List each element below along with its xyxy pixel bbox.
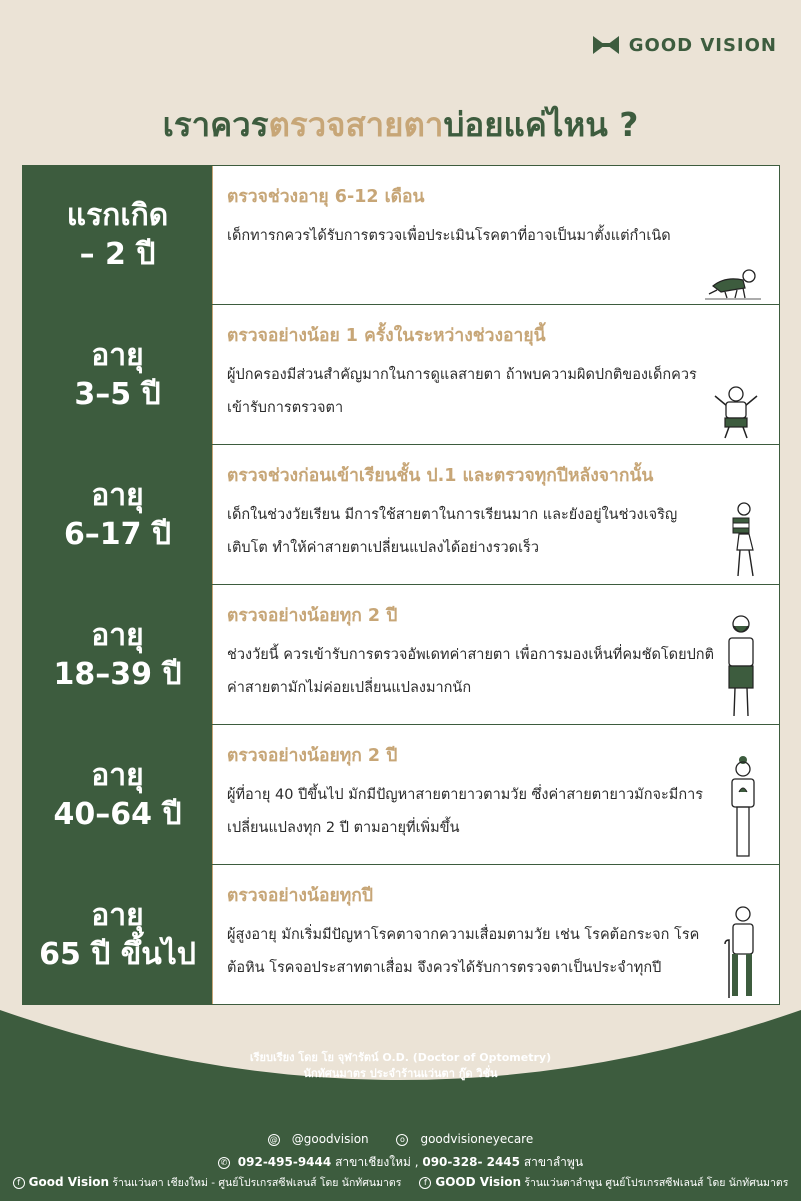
- social-link-1[interactable]: [262, 1132, 375, 1146]
- age-cell: [23, 445, 213, 584]
- author-credits: [0, 1050, 801, 1082]
- woman-with-plant-icon: [725, 754, 761, 860]
- phone-icon: ✆: [218, 1157, 230, 1169]
- exam-frequency-table: [22, 165, 780, 1005]
- age-cell: [23, 305, 213, 444]
- info-cell: [213, 166, 779, 304]
- line-icon: @: [269, 1134, 278, 1144]
- branch2-name: GOOD Vision: [435, 1175, 521, 1189]
- credits-line2: นักทัศนมาตร ประจำร้านแว่นตา กู๊ด วิชั่น: [303, 1067, 498, 1080]
- social-handle-2: goodvisioneyecare: [420, 1132, 534, 1146]
- table-row: [22, 165, 780, 305]
- age-range: 40–64 ปี: [53, 796, 182, 832]
- title-part2: บ่อยแค่ไหน ?: [443, 105, 639, 144]
- age-range: 18–39 ปี: [53, 656, 182, 692]
- age-label: แรกเกิด: [66, 198, 169, 233]
- page-title: [0, 98, 801, 151]
- branch1-desc: ร้านแว่นตา เชียงใหม่ - ศูนย์โปรเกรสซีฟเลนส์ โดย นักทัศนมาตร: [112, 1177, 402, 1189]
- elderly-with-cane-icon: [721, 904, 761, 1000]
- facebook-page-1[interactable]: [13, 1174, 402, 1191]
- age-range: 3–5 ปี: [74, 376, 161, 412]
- instagram-icon: o: [396, 1134, 408, 1146]
- age-cell: [23, 865, 213, 1004]
- info-cell: [213, 865, 779, 1004]
- row-description: ผู้สูงอายุ มักเริ่มมีปัญหาโรคตาจากความเสื่อมตามวัย เช่น โรคต้อกระจก โรคต้อหิน โรคจอประสาทตาเสื่อม จึงควรได้รับการตรวจตาเป็นประจำทุกปี: [227, 927, 700, 976]
- age-label: อายุ: [91, 337, 144, 373]
- social-link-2[interactable]: [390, 1132, 539, 1146]
- age-label: อายุ: [91, 897, 144, 933]
- info-cell: [213, 305, 779, 444]
- branch2-desc: ร้านแว่นตาลำพูน ศูนย์โปรเกรสซีฟเลนส์ โดย นักทัศนมาตร: [524, 1177, 789, 1189]
- phone-number-2[interactable]: 090-328- 2445: [422, 1155, 520, 1169]
- toddler-icon: [711, 384, 761, 440]
- age-label: อายุ: [91, 617, 144, 653]
- row-heading: ตรวจช่วงอายุ 6-12 เดือน: [227, 187, 425, 207]
- age-cell: [23, 585, 213, 724]
- row-description: ช่วงวัยนี้ ควรเข้ารับการตรวจอัพเดทค่าสายตา เพื่อการมองเห็นที่คมชัดโดยปกติค่าสายตามักไม่ค่อยเปลี่ยนแปลงมากนัก: [227, 647, 714, 696]
- age-range: 6–17 ปี: [63, 516, 172, 552]
- facebook-page-2[interactable]: [419, 1174, 788, 1191]
- age-range: – 2 ปี: [79, 237, 156, 272]
- table-row: [22, 865, 780, 1005]
- row-heading: ตรวจช่วงก่อนเข้าเรียนชั้น ป.1 และตรวจทุกปีหลังจากนั้น: [227, 466, 654, 486]
- bow-mark-icon: [591, 34, 621, 56]
- student-with-books-icon: [727, 500, 761, 580]
- social-handles: [0, 1132, 801, 1146]
- age-range: 65 ปี ขึ้นไป: [39, 936, 196, 972]
- info-cell: [213, 445, 779, 584]
- table-row: [22, 725, 780, 865]
- row-heading: ตรวจอย่างน้อยทุก 2 ปี: [227, 746, 398, 766]
- table-row: [22, 585, 780, 725]
- info-cell: [213, 725, 779, 864]
- brand-logo: [591, 34, 777, 56]
- table-row: [22, 445, 780, 585]
- bearded-man-icon: [721, 612, 761, 720]
- credits-line1: เรียบเรียง โดย โย จุฬารัตน์ O.D. (Doctor of Optometry): [249, 1051, 552, 1064]
- crawling-baby-icon: [705, 268, 761, 300]
- row-heading: ตรวจอย่างน้อยทุกปี: [227, 886, 373, 906]
- age-cell: [23, 166, 213, 304]
- age-label: อายุ: [91, 757, 144, 793]
- table-row: [22, 305, 780, 445]
- title-part1: เราควร: [162, 105, 269, 144]
- branch1-name: Good Vision: [28, 1175, 109, 1189]
- phone-numbers: [0, 1153, 801, 1172]
- phone-number-1[interactable]: 092-495-9444: [237, 1155, 332, 1169]
- row-description: ผู้ปกครองมีส่วนสำคัญมากในการดูแลสายตา ถ้าพบความผิดปกติของเด็กควรเข้ารับการตรวจตา: [227, 367, 697, 416]
- age-label: อายุ: [91, 477, 144, 513]
- phone-branch-1: สาขาเชียงใหม่: [335, 1155, 411, 1169]
- age-cell: [23, 725, 213, 864]
- title-highlight: ตรวจสายตา: [268, 105, 444, 144]
- facebook-icon: f: [13, 1177, 25, 1189]
- facebook-pages: [0, 1174, 801, 1191]
- facebook-icon: f: [419, 1177, 431, 1189]
- phone-separator: ,: [414, 1155, 423, 1169]
- row-heading: ตรวจอย่างน้อย 1 ครั้งในระหว่างช่วงอายุนี้: [227, 326, 546, 346]
- info-cell: [213, 585, 779, 724]
- row-heading: ตรวจอย่างน้อยทุก 2 ปี: [227, 606, 398, 626]
- row-description: ผู้ที่อายุ 40 ปีขึ้นไป มักมีปัญหาสายตายาวตามวัย ซึ่งค่าสายตายาวมักจะมีการเปลี่ยนแปลงทุก 2 ปี ตามอายุที่เพิ่มขึ้น: [227, 787, 704, 836]
- row-description: เด็กทารกควรได้รับการตรวจเพื่อประเมินโรคตาที่อาจเป็นมาตั้งแต่กำเนิด: [227, 228, 671, 244]
- social-handle-1: @goodvision: [291, 1132, 369, 1146]
- row-description: เด็กในช่วงวัยเรียน มีการใช้สายตาในการเรียนมาก และยังอยู่ในช่วงเจริญเติบโต ทำให้ค่าสายตาเปลี่ยนแปลงได้อย่างรวดเร็ว: [227, 507, 678, 556]
- brand-name: GOOD VISION: [628, 34, 777, 56]
- phone-branch-2: สาขาลำพูน: [523, 1155, 584, 1169]
